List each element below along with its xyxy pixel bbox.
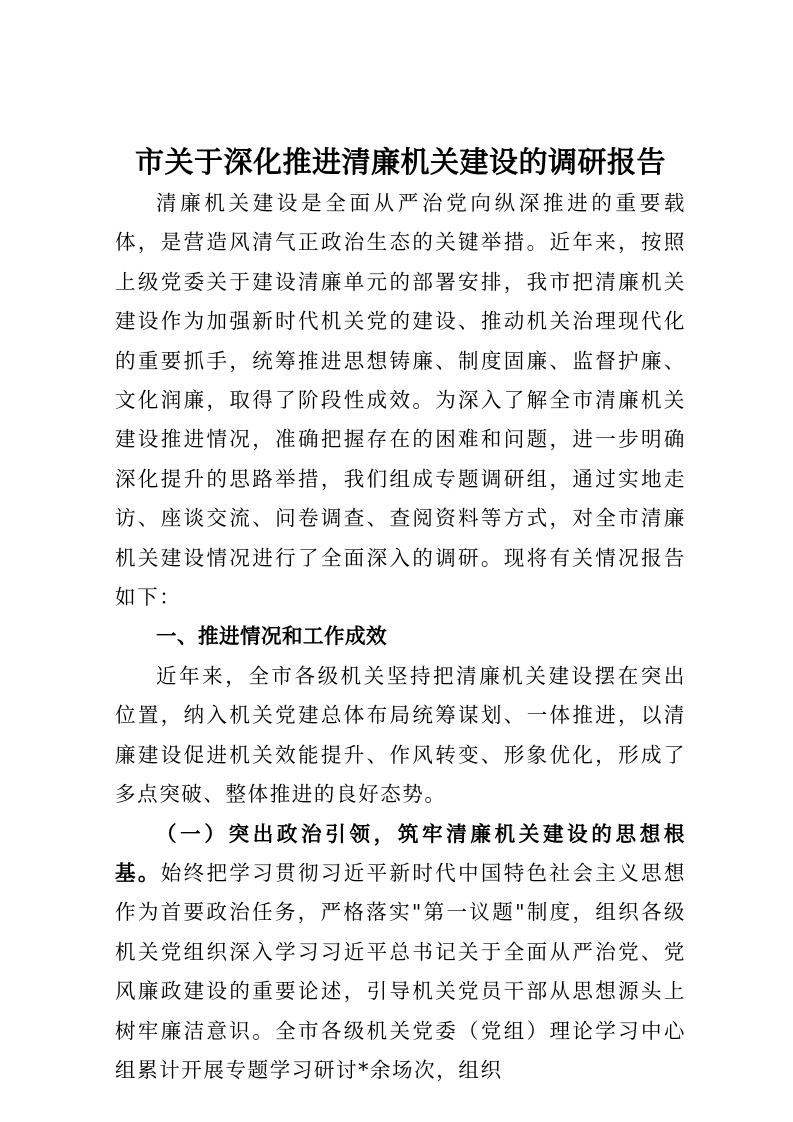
intro-paragraph: 清廉机关建设是全面从严治党向纵深推进的重要载体，是营造风清气正政治生态的关键举措。近年来，按照上级党委关于建设清廉单元的部署安排，我市把清廉机关建设作为加强新时代机关党的建设、推动机关治理现代化的重要抓手，统筹推进思想铸廉、制度固廉、监督护廉、文化润廉，取得了阶段性成效。为深入了解全市清廉机关建设推进情况，准确把握存在的困难和问题，进一步明确深化提升的思路举措，我们组成专题调研组，通过实地走访、座谈交流、问卷调查、查阅资料等方式，对全市清廉机关建设情况进行了全面深入的调研。现将有关情况报告如下： [115,191,686,610]
document-body [115,140,686,1090]
subsection-paragraph [115,815,686,1091]
section-intro-paragraph: 近年来，全市各级机关坚持把清廉机关建设摆在突出位置，纳入机关党建总体布局统筹谋划、一体推进，以清廉建设促进机关效能提升、作风转变、形象优化，形成了多点突破、整体推进的良好态势。 [115,663,686,807]
subsection-body: 始终把学习贯彻习近平新时代中国特色社会主义思想作为首要政治任务，严格落实"第一议题"制度，组织各级机关党组织深入学习习近平总书记关于全面从严治党、党风廉政建设的重要论述，引导机关党员干部从思想源头上树牢廉洁意识。全市各级机关党委（党组）理论学习中心组累计开展专题学习研讨*余场次，组织 [115,860,686,1082]
subsection-heading: （一）突出政治引领，筑牢清廉机关建设的思想根基。 [115,821,686,885]
section-heading: 一、推进情况和工作成效 [156,624,387,649]
document-title: 市关于深化推进清廉机关建设的调研报告 [134,145,666,179]
